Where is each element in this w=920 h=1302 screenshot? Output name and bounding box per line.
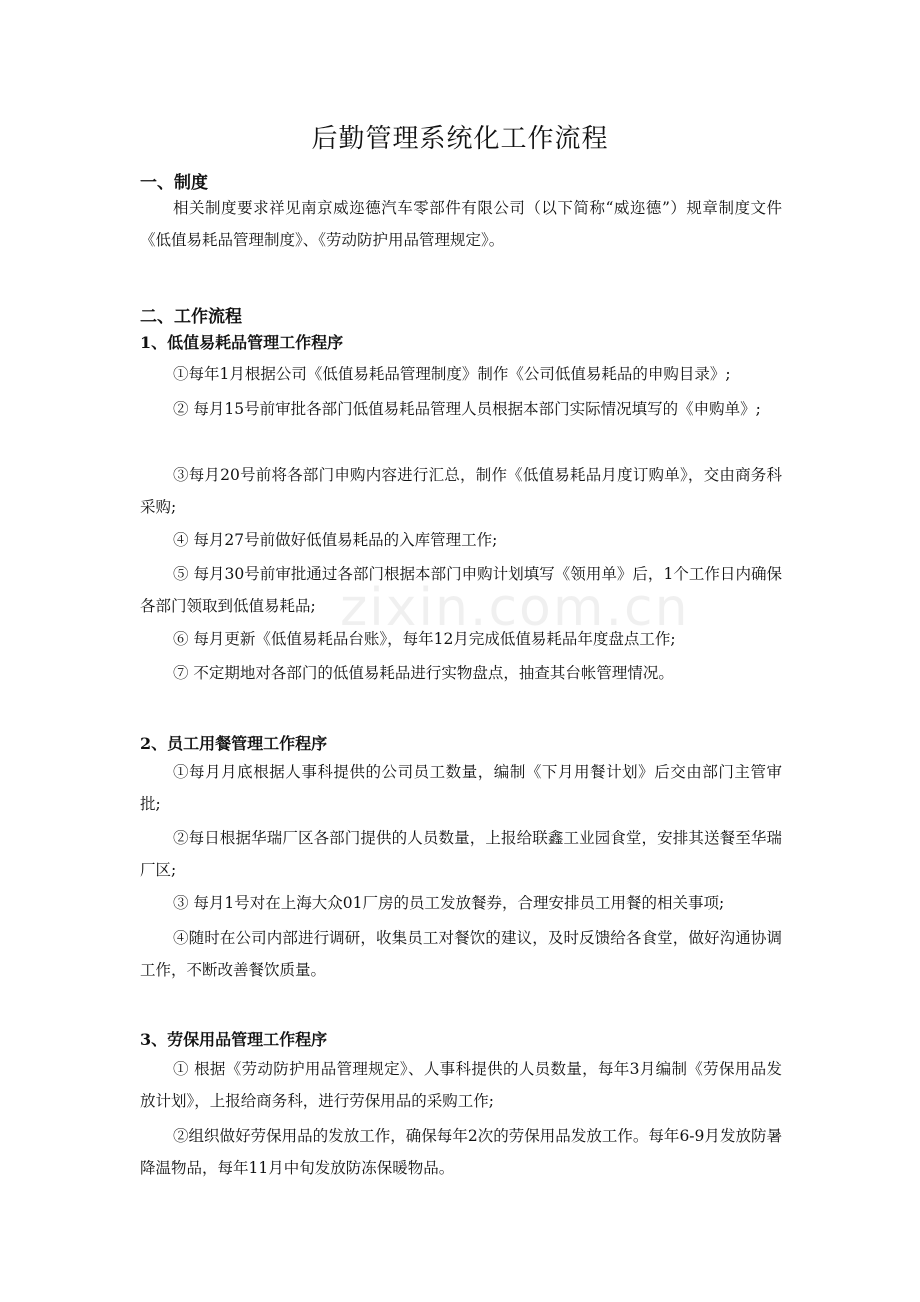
list-item: ③ 每月1号对在上海大众01厂房的员工发放餐券，合理安排员工用餐的相关事项; — [173, 894, 725, 912]
list-item: ② 每月15号前审批各部门低值易耗品管理人员根据本部门实际情况填写的《申购单》; — [173, 400, 761, 418]
section-heading-system: 一、制度 — [140, 173, 208, 193]
list-item: ③每月20号前将各部门申购内容进行汇总，制作《低值易耗品月度订购单》，交由商务科采购; — [140, 466, 782, 516]
list-item: ①每月月底根据人事科提供的公司员工数量，编制《下月用餐计划》后交由部门主管审批; — [140, 763, 782, 813]
list-item: ④随时在公司内部进行调研，收集员工对餐饮的建议，及时反馈给各食堂，做好沟通协调工作，不断改善餐饮质量。 — [140, 929, 782, 979]
list-item: ⑥ 每月更新《低值易耗品台账》，每年12月完成低值易耗品年度盘点工作; — [173, 630, 676, 648]
watermark: zixin.com.cn — [340, 578, 690, 638]
list-item: ⑤ 每月30号前审批通过各部门根据本部门申购计划填写《领用单》后，1个工作日内确保各部门领取到低值易耗品; — [140, 565, 782, 615]
list-item: ① 根据《劳动防护用品管理规定》、人事科提供的人员数量，每年3月编制《劳保用品发放计划》，上报给商务科，进行劳保用品的采购工作; — [140, 1060, 782, 1110]
system-paragraph: 相关制度要求祥见南京威迩德汽车零部件有限公司（以下简称“威迩德”）规章制度文件《低值易耗品管理制度》、《劳动防护用品管理规定》。 — [140, 199, 782, 249]
list-item: ②组织做好劳保用品的发放工作，确保每年2次的劳保用品发放工作。每年6-9月发放防暑降温物品，每年11月中旬发放防冻保暖物品。 — [140, 1127, 782, 1177]
section-heading-workflow: 二、工作流程 — [140, 307, 242, 327]
list-item: ①每年1月根据公司《低值易耗品管理制度》制作《公司低值易耗品的申购目录》; — [173, 365, 731, 383]
subsection-heading-labor-protection: 3、劳保用品管理工作程序 — [140, 1030, 328, 1049]
list-item: ②每日根据华瑞厂区各部门提供的人员数量，上报给联鑫工业园食堂，安排其送餐至华瑞厂区; — [140, 829, 782, 879]
list-item: ⑦ 不定期地对各部门的低值易耗品进行实物盘点，抽查其台帐管理情况。 — [173, 664, 674, 682]
list-item: ④ 每月27号前做好低值易耗品的入库管理工作; — [173, 531, 498, 549]
document-title: 后勤管理系统化工作流程 — [311, 124, 609, 154]
subsection-heading-consumables: 1、低值易耗品管理工作程序 — [140, 333, 344, 352]
subsection-heading-meals: 2、员工用餐管理工作程序 — [140, 734, 328, 753]
